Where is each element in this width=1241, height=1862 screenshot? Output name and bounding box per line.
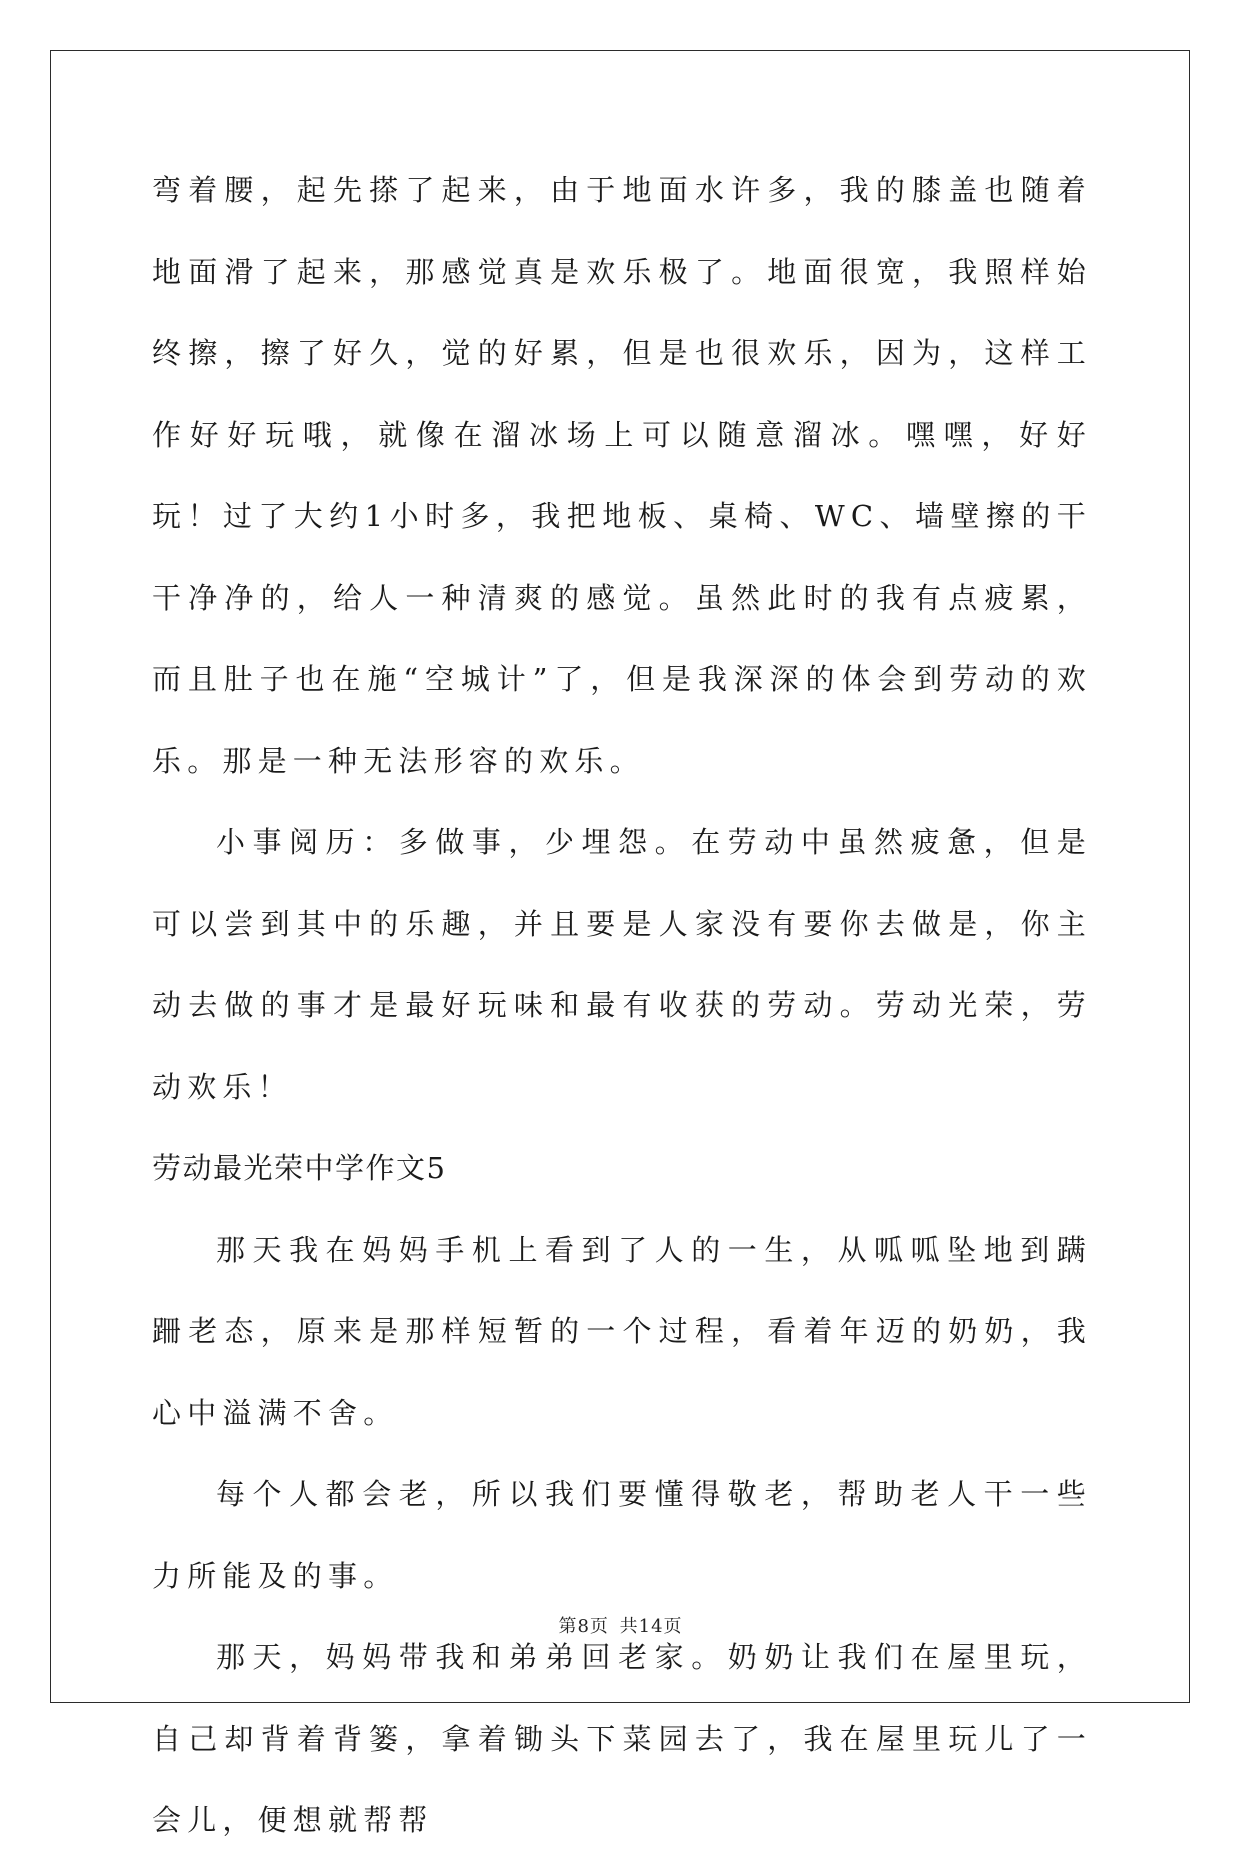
page-number: 第8页 — [558, 1616, 609, 1637]
page-footer — [0, 1612, 1241, 1638]
paragraph-2: 小事阅历：多做事，少埋怨。在劳动中虽然疲惫，但是可以尝到其中的乐趣，并且要是人家没有要你去做是，你主动去做的事才是最好玩味和最有收获的劳动。劳动光荣，劳动欢乐！ — [152, 825, 1092, 1104]
paragraph-4: 每个人都会老，所以我们要懂得敬老，帮助老人干一些力所能及的事。 — [152, 1477, 1092, 1593]
total-pages: 共14页 — [619, 1616, 683, 1637]
document-body — [152, 150, 1092, 1862]
section-heading: 劳动最光荣中学作文5 — [152, 1151, 447, 1185]
paragraph-1: 弯着腰，起先搽了起来，由于地面水许多，我的膝盖也随着地面滑了起来，那感觉真是欢乐极了。地面很宽，我照样始终擦，擦了好久，觉的好累，但是也很欢乐，因为，这样工作好好玩哦，就像在溜冰场上可以随意溜冰。嘿嘿，好好玩！过了大约1小时多，我把地板、桌椅、WC、墙壁擦的干干净净的，给人一种清爽的感觉。虽然此时的我有点疲累，而且肚子也在施“空城计”了，但是我深深的体会到劳动的欢乐。那是一种无法形容的欢乐。 — [152, 173, 1092, 778]
paragraph-5: 那天，妈妈带我和弟弟回老家。奶奶让我们在屋里玩，自己却背着背篓，拿着锄头下菜园去了，我在屋里玩儿了一会儿，便想就帮帮 — [152, 1640, 1092, 1837]
paragraph-3: 那天我在妈妈手机上看到了人的一生，从呱呱坠地到蹒跚老态，原来是那样短暂的一个过程，看着年迈的奶奶，我心中溢满不舍。 — [152, 1232, 1092, 1430]
